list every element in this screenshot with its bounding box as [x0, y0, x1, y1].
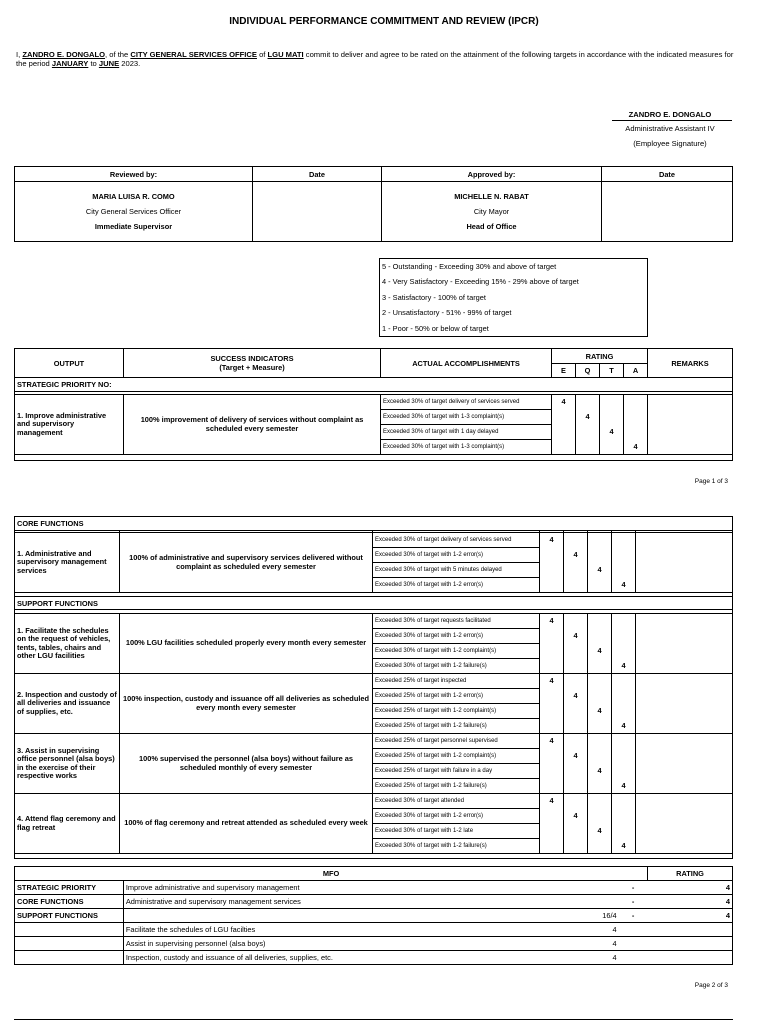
next-page-table-edge [14, 1019, 733, 1025]
actual-accomplishment: Exceeded 30% of target with 1-2 error(s) [373, 548, 540, 563]
rating-value: 4 [597, 765, 602, 775]
reviewed-by-label: Reviewed by: [15, 167, 253, 182]
mfo-description [123, 909, 584, 923]
mfo-rating: 4 [648, 909, 733, 923]
functions-table [14, 516, 733, 859]
rating-e [540, 674, 564, 734]
accomplishment-row [15, 395, 733, 410]
mfo-row [15, 951, 733, 965]
remarks-cell[interactable] [636, 533, 733, 593]
rating-t [588, 674, 612, 734]
reviewer-role: Immediate Supervisor [94, 222, 173, 231]
rating-value: 4 [549, 615, 554, 625]
accomplishment-row [15, 734, 733, 749]
mfo-rating: 4 [648, 881, 733, 895]
rating-value: 4 [573, 549, 578, 559]
success-indicator-cell: 100% of administrative and supervisory services delivered without complaint as scheduled every semester [120, 533, 373, 593]
col-q: Q [576, 364, 600, 378]
mfo-description: Facilitate the schedules of LGU facilties [123, 923, 584, 937]
approve-date-cell[interactable] [602, 182, 733, 242]
mfo-dash: - [619, 881, 648, 895]
accomplishment-row [15, 674, 733, 689]
output-cell: 4. Attend flag ceremony and flag retreat [15, 794, 120, 854]
support-functions-label: SUPPORT FUNCTIONS [15, 597, 733, 610]
approver-role: Head of Office [466, 222, 517, 231]
rating-value: 4 [561, 396, 566, 406]
success-indicator-cell: 100% inspection, custody and issuance off all deliveries as scheduled every month every semester [120, 674, 373, 734]
rating-value: 4 [597, 705, 602, 715]
mfo-computation [585, 895, 619, 909]
rating-q [564, 533, 588, 593]
rating-e [540, 734, 564, 794]
remarks-cell[interactable] [636, 614, 733, 674]
mfo-description: Inspection, custody and issuance of all deliveries, supplies, etc. [123, 951, 584, 965]
output-cell: 1. Administrative and supervisory management services [15, 533, 120, 593]
approver-position: City Mayor [473, 207, 510, 216]
actual-accomplishment: Exceeded 30% of target with 1-3 complaint(s) [381, 410, 552, 425]
strategic-table [14, 348, 733, 461]
reviewer-name: MARIA LUISA R. COMO [92, 192, 175, 201]
actual-accomplishment: Exceeded 30% of target with 1 day delayed [381, 425, 552, 440]
remarks-cell[interactable] [648, 395, 733, 455]
output-cell: 1. Facilitate the schedules on the request of vehicles, tents, tables, chairs and other LGU facilities [15, 614, 120, 674]
actual-accomplishment: Exceeded 25% of target with 1-2 failure(s) [373, 779, 540, 794]
office-name: CITY GENERAL SERVICES OFFICE [130, 50, 257, 59]
rating-value: 4 [549, 534, 554, 544]
mfo-computation: 16/4 [585, 909, 619, 923]
rating-q [564, 614, 588, 674]
col-t: T [600, 364, 624, 378]
rating-a [612, 674, 636, 734]
actual-accomplishment: Exceeded 30% of target with 1-2 error(s) [373, 578, 540, 593]
actual-accomplishment: Exceeded 30% of target with 1-2 error(s) [373, 809, 540, 824]
actual-accomplishment: Exceeded 25% of target inspected [373, 674, 540, 689]
actual-accomplishment: Exceeded 30% of target with 1-3 complaint(s) [381, 440, 552, 455]
mfo-dash: - [619, 909, 648, 923]
signature-line [612, 120, 732, 121]
mfo-computation [585, 881, 619, 895]
col-remarks: REMARKS [648, 349, 733, 378]
rating-a [624, 395, 648, 455]
actual-accomplishment: Exceeded 25% of target with 1-2 error(s) [373, 689, 540, 704]
rating-t [588, 614, 612, 674]
scale-item: 3 - Satisfactory - 100% of target [382, 292, 486, 302]
rating-value: 4 [549, 675, 554, 685]
mfo-dash [619, 937, 648, 951]
rating-value: 4 [621, 840, 626, 850]
rating-q [564, 794, 588, 854]
mfo-description: Assist in supervising personnel (alsa boys) [123, 937, 584, 951]
mfo-dash: - [619, 895, 648, 909]
actual-accomplishment: Exceeded 25% of target personnel supervised [373, 734, 540, 749]
approver-block [382, 182, 602, 242]
mfo-rating [648, 951, 733, 965]
mfo-label [15, 923, 124, 937]
signatories-table [14, 166, 733, 242]
success-indicator-cell: 100% of flag ceremony and retreat attended as scheduled every week [120, 794, 373, 854]
rating-e [552, 395, 576, 455]
rating-value: 4 [573, 690, 578, 700]
mfo-summary-table [14, 866, 733, 965]
period-start: JANUARY [51, 59, 89, 68]
accomplishment-row [15, 614, 733, 629]
rating-value: 4 [621, 720, 626, 730]
rating-value: 4 [597, 825, 602, 835]
lgu-name: LGU MATI [267, 50, 304, 59]
mfo-label [15, 951, 124, 965]
rating-value: 4 [621, 780, 626, 790]
document-title: INDIVIDUAL PERFORMANCE COMMITMENT AND REVIEW (IPCR) [229, 16, 539, 27]
period-end: JUNE [98, 59, 120, 68]
rating-e [540, 794, 564, 854]
mfo-rating: 4 [648, 895, 733, 909]
actual-accomplishment: Exceeded 30% of target with 1-2 failure(s) [373, 659, 540, 674]
actual-accomplishment: Exceeded 30% of target attended [373, 794, 540, 809]
rating-a [612, 533, 636, 593]
mfo-row [15, 895, 733, 909]
success-indicator-cell: 100% LGU facilities scheduled properly every month every semester [120, 614, 373, 674]
approve-date-label: Date [602, 167, 733, 182]
rating-value: 4 [633, 441, 638, 451]
employee-signature-label: (Employee Signature) [633, 139, 707, 148]
actual-accomplishment: Exceeded 25% of target with 1-2 complaint(s) [373, 749, 540, 764]
actual-accomplishment: Exceeded 30% of target delivery of services served [381, 395, 552, 410]
col-rating: RATING [552, 349, 648, 364]
reviewer-position: City General Services Officer [85, 207, 182, 216]
rating-value: 4 [549, 735, 554, 745]
rating-value: 4 [597, 564, 602, 574]
review-date-cell[interactable] [253, 182, 382, 242]
output-cell: 3. Assist in supervising office personnel (alsa boys) in the exercise of their respective works [15, 734, 120, 794]
core-functions-label: CORE FUNCTIONS [15, 517, 733, 531]
intro-paragraph: I, ZANDRO E. DONGALO, of the CITY GENERAL SERVICES OFFICE of LGU MATI commit to deliver and agree to be rated on the attainment of the following targets in accordance with the indicated measures for the period JANUARY to JUNE 2023. [16, 50, 734, 68]
rating-a [612, 794, 636, 854]
mfo-row [15, 923, 733, 937]
rating-t [588, 734, 612, 794]
scale-item: 2 - Unsatisfactory - 51% - 99% of target [382, 308, 512, 318]
col-a: A [624, 364, 648, 378]
actual-accomplishment: Exceeded 30% of target with 5 minutes delayed [373, 563, 540, 578]
output-cell: 2. Inspection and custody of all deliveries and issuance of supplies, etc. [15, 674, 120, 734]
employee-position: Administrative Assistant IV [625, 124, 715, 133]
mfo-rating [648, 937, 733, 951]
approver-name: MICHELLE N. RABAT [454, 192, 529, 201]
actual-accomplishment: Exceeded 30% of target with 1-2 error(s) [373, 629, 540, 644]
rating-scale-legend [379, 258, 648, 337]
rating-value: 4 [597, 645, 602, 655]
mfo-rating-header: RATING [648, 867, 733, 881]
rating-value: 4 [621, 660, 626, 670]
accomplishment-row [15, 533, 733, 548]
mfo-description: Administrative and supervisory management services [123, 895, 584, 909]
actual-accomplishment: Exceeded 30% of target with 1-2 late [373, 824, 540, 839]
mfo-label: SUPPORT FUNCTIONS [15, 909, 124, 923]
scale-item: 1 - Poor - 50% or below of target [382, 323, 489, 333]
rating-t [588, 533, 612, 593]
actual-accomplishment: Exceeded 25% of target with 1-2 failure(s) [373, 719, 540, 734]
mfo-rating [648, 923, 733, 937]
rating-a [612, 734, 636, 794]
rating-value: 4 [573, 810, 578, 820]
actual-accomplishment: Exceeded 30% of target with 1-2 failure(s) [373, 839, 540, 854]
actual-accomplishment: Exceeded 30% of target delivery of services served [373, 533, 540, 548]
col-e: E [552, 364, 576, 378]
page-number: Page 2 of 3 [694, 982, 728, 989]
scale-item: 5 - Outstanding - Exceeding 30% and above of target [382, 262, 557, 271]
mfo-label [15, 937, 124, 951]
employee-name-inline: ZANDRO E. DONGALO [22, 50, 106, 59]
mfo-row [15, 909, 733, 923]
rating-e [540, 614, 564, 674]
actual-accomplishment: Exceeded 25% of target with failure in a day [373, 764, 540, 779]
col-success-indicators: SUCCESS INDICATORS (Target + Measure) [124, 349, 381, 378]
mfo-computation: 4 [585, 937, 619, 951]
mfo-row [15, 937, 733, 951]
rating-value: 4 [573, 630, 578, 640]
mfo-dash [619, 923, 648, 937]
mfo-computation: 4 [585, 923, 619, 937]
rating-value: 4 [621, 579, 626, 589]
remarks-cell[interactable] [636, 674, 733, 734]
rating-a [612, 614, 636, 674]
rating-q [564, 674, 588, 734]
mfo-label: CORE FUNCTIONS [15, 895, 124, 909]
actual-accomplishment: Exceeded 25% of target with 1-2 complaint(s) [373, 704, 540, 719]
mfo-label: STRATEGIC PRIORITY [15, 881, 124, 895]
reviewer-block [15, 182, 253, 242]
success-indicator-cell: 100% supervised the personnel (alsa boys) without failure as scheduled monthly of every semester [120, 734, 373, 794]
success-indicator-cell: 100% improvement of delivery of services without complaint as scheduled every semester [124, 395, 381, 455]
employee-name: ZANDRO E. DONGALO [628, 110, 712, 119]
rating-q [576, 395, 600, 455]
strategic-priority-label: STRATEGIC PRIORITY NO: [15, 378, 733, 392]
mfo-header: MFO [15, 867, 648, 881]
mfo-computation: 4 [585, 951, 619, 965]
page-number: Page 1 of 3 [694, 478, 728, 485]
rating-q [564, 734, 588, 794]
mfo-description: Improve administrative and supervisory management [123, 881, 584, 895]
rating-t [600, 395, 624, 455]
approved-by-label: Approved by: [382, 167, 602, 182]
rating-e [540, 533, 564, 593]
review-date-label: Date [253, 167, 382, 182]
scale-item: 4 - Very Satisfactory - Exceeding 15% - 29% above of target [382, 277, 579, 287]
accomplishment-row [15, 794, 733, 809]
mfo-dash [619, 951, 648, 965]
remarks-cell[interactable] [636, 734, 733, 794]
col-actual: ACTUAL ACCOMPLISHMENTS [381, 349, 552, 378]
rating-value: 4 [549, 795, 554, 805]
mfo-row [15, 881, 733, 895]
output-cell: 1. Improve administrative and supervisory management [15, 395, 124, 455]
rating-value: 4 [573, 750, 578, 760]
rating-value: 4 [609, 426, 614, 436]
actual-accomplishment: Exceeded 30% of target with 1-2 complaint(s) [373, 644, 540, 659]
remarks-cell[interactable] [636, 794, 733, 854]
rating-t [588, 794, 612, 854]
rating-value: 4 [585, 411, 590, 421]
col-output: OUTPUT [15, 349, 124, 378]
actual-accomplishment: Exceeded 30% of target requests facilitated [373, 614, 540, 629]
